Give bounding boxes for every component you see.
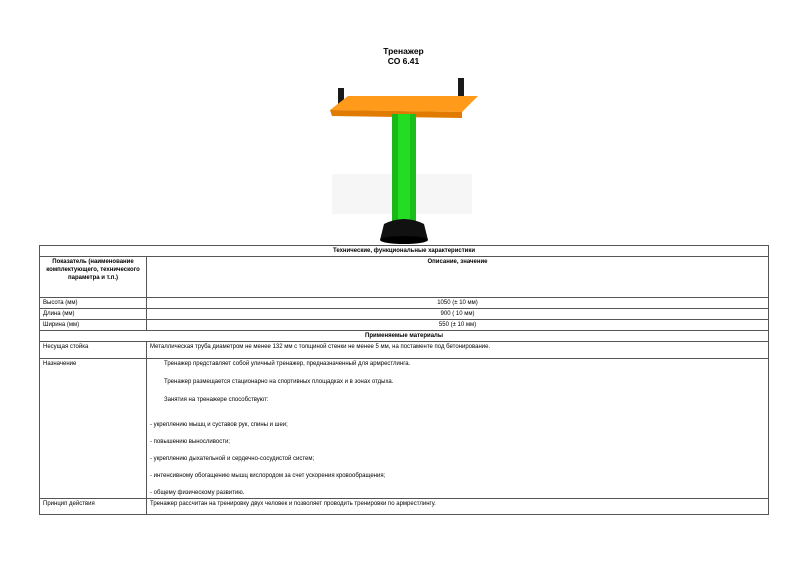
row-value-height: 1050 (± 10 мм) [147,298,769,309]
table-row [40,342,769,359]
product-image [326,74,482,246]
column-header-parameter: Показатель (наименование комплектующего, технического параметра и т.п.) [40,257,147,298]
table-row [40,359,769,499]
row-value-support: Металлическая труба диаметром не менее 132 мм с толщиной стенки не менее 5 мм, на постаменте под бетонирование. [147,342,769,359]
row-value-length: 900 ( 10 мм) [147,309,769,320]
row-label-width: Ширина (мм) [40,320,147,331]
specification-table [39,245,769,515]
list-item: - интенсивному обогащению мышц кислородом за счет ускорения кровообращения; [150,473,386,479]
row-label-purpose: Назначение [40,359,147,499]
row-label-length: Длина (мм) [40,309,147,320]
section-materials-header: Применяемые материалы [40,331,769,342]
purpose-paragraph: Тренажер представляет собой уличный тренажер, предназначенный для армрестлинга. [164,361,411,367]
list-item: - повышению выносливости; [150,439,230,445]
row-label-support: Несущая стойка [40,342,147,359]
list-item: - общему физическому развитию. [150,490,245,496]
section-specs-header: Технические, функциональные характеристики [40,246,769,257]
table-row [40,320,769,331]
table-row [40,499,769,515]
list-item: - укреплению мышц и суставов рук, спины и шеи; [150,422,288,428]
column-header-description: Описание, значение [147,257,769,298]
armwrestling-table-icon [326,74,482,246]
product-name: Тренажер [383,46,424,56]
table-row [40,298,769,309]
table-row [40,309,769,320]
product-model: СО 6.41 [387,56,420,66]
row-label-principle: Принцип действия [40,499,147,515]
row-label-height: Высота (мм) [40,298,147,309]
row-value-purpose [147,359,769,499]
list-item: - укреплению дыхательной и сердечно-сосудистой систем; [150,456,315,462]
purpose-paragraph: Тренажер размещается стационарно на спортивных площадках и в зонах отдыха. [164,379,394,385]
row-value-width: 550 (± 10 мм) [147,320,769,331]
purpose-paragraph: Занятия на тренажере способствуют: [164,397,269,403]
row-value-principle: Тренажер рассчитан на тренировку двух человек и позволяет проводить тренировки по армрестлингу. [147,499,769,515]
document-title [0,46,807,66]
